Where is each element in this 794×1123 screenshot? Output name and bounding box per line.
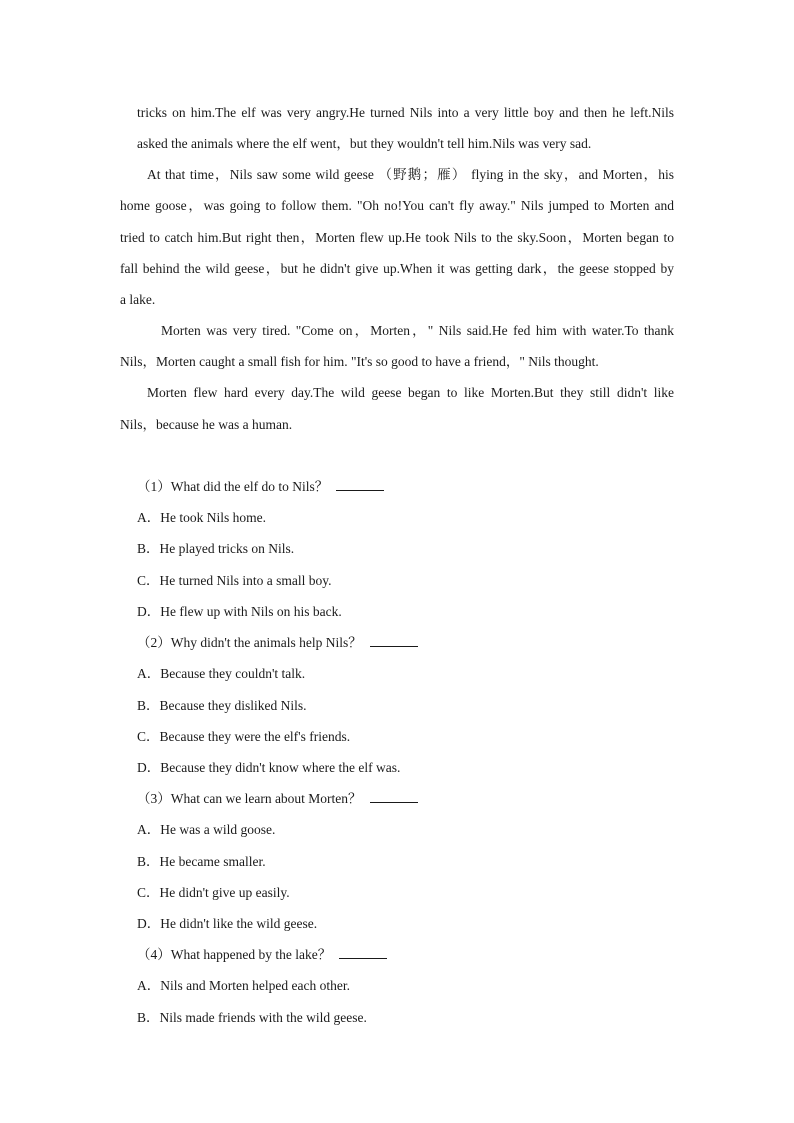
answer-blank[interactable] bbox=[339, 946, 387, 959]
question-stem: （2）Why didn't the animals help Nils？ bbox=[137, 634, 418, 652]
passage-line: Nils，Morten caught a small fish for him. "It's so good to have a friend，" Nils thought. bbox=[120, 354, 599, 369]
passage-line: tried to catch him.But right then，Morten flew up.He took Nils to the sky.Soon，Morten began to bbox=[120, 230, 674, 245]
answer-blank[interactable] bbox=[336, 478, 384, 491]
option: C．He didn't give up easily. bbox=[137, 885, 290, 900]
option: B．He played tricks on Nils. bbox=[137, 541, 295, 556]
option: A．Nils and Morten helped each other. bbox=[137, 978, 350, 993]
option: D．Because they didn't know where the elf was. bbox=[137, 760, 401, 775]
passage-line: home goose，was going to follow them. "Oh no!You can't fly away." Nils jumped to Morten and bbox=[120, 198, 674, 213]
option: D．He flew up with Nils on his back. bbox=[137, 604, 342, 619]
option: A．Because they couldn't talk. bbox=[137, 666, 306, 681]
option: B．Nils made friends with the wild geese. bbox=[137, 1010, 367, 1025]
option: B．Because they disliked Nils. bbox=[137, 698, 307, 713]
question-stem: （1）What did the elf do to Nils？ bbox=[137, 478, 384, 496]
question-stem: （4）What happened by the lake？ bbox=[137, 946, 387, 964]
passage-line: fall behind the wild geese，but he didn't give up.When it was getting dark，the geese stopped by bbox=[120, 261, 674, 276]
option: C．He turned Nils into a small boy. bbox=[137, 573, 332, 588]
passage-line: tricks on him.The elf was very angry.He turned Nils into a very little boy and then he left.Nils bbox=[137, 105, 674, 120]
passage-line: Nils，because he was a human. bbox=[120, 417, 293, 432]
question-stem: （3）What can we learn about Morten？ bbox=[137, 790, 418, 808]
option: B．He became smaller. bbox=[137, 854, 266, 869]
option: D．He didn't like the wild geese. bbox=[137, 916, 318, 931]
answer-blank[interactable] bbox=[370, 634, 418, 647]
passage-line: Morten flew hard every day.The wild geese began to like Morten.But they still didn't like bbox=[147, 385, 674, 400]
answer-blank[interactable] bbox=[370, 790, 418, 803]
option: A．He took Nils home. bbox=[137, 510, 266, 525]
passage-line: asked the animals where the elf went，but they wouldn't tell him.Nils was very sad. bbox=[137, 136, 592, 151]
option: C．Because they were the elf's friends. bbox=[137, 729, 351, 744]
passage-line: At that time，Nils saw some wild geese （野鹅；雁） flying in the sky，and Morten，his bbox=[147, 167, 674, 182]
option: A．He was a wild goose. bbox=[137, 822, 276, 837]
passage-line: Morten was very tired. "Come on，Morten，" Nils said.He fed him with water.To thank bbox=[161, 323, 674, 338]
passage-line: a lake. bbox=[120, 292, 156, 307]
